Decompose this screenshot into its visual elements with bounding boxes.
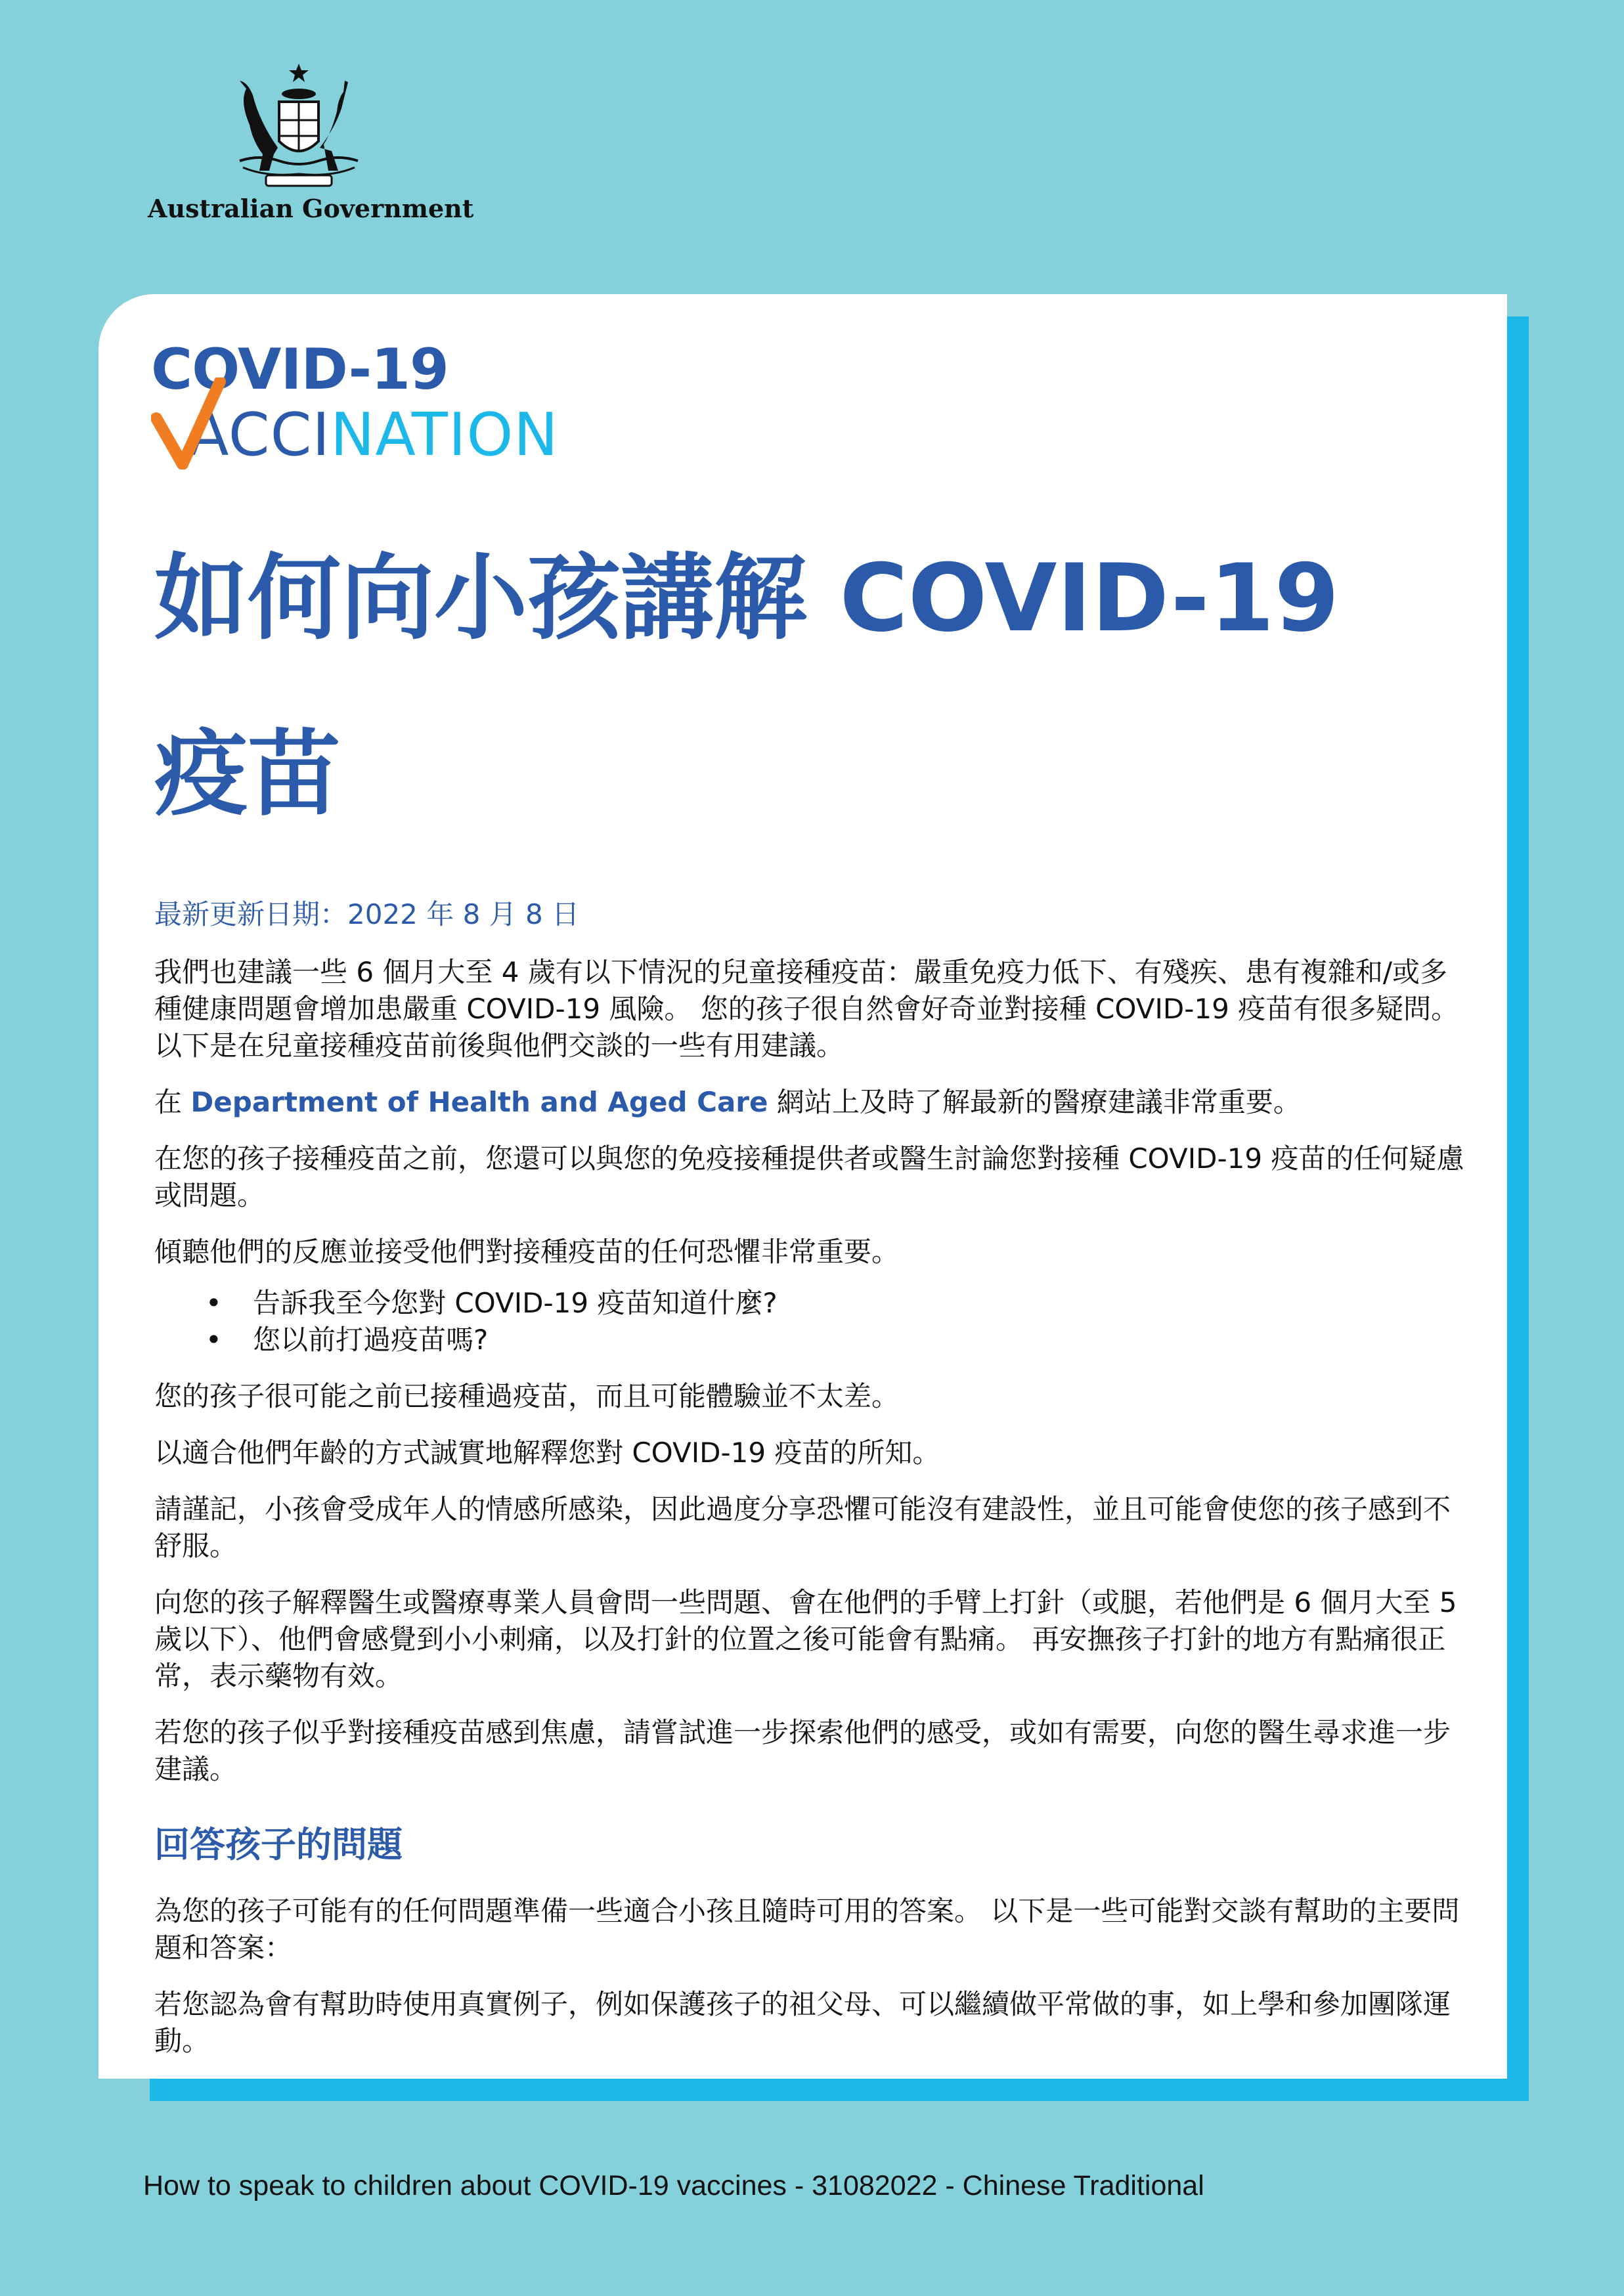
paragraph-listen: 傾聽他們的反應並接受他們對接種疫苗的任何恐懼非常重要。 bbox=[154, 1236, 900, 1268]
question-list bbox=[154, 1285, 1474, 1358]
brand-line2-suffix: NATION bbox=[330, 401, 559, 469]
paragraph-prepare-answers: 為您的孩子可能有的任何問題準備一些適合小孩且隨時可用的答案。 以下是一些可能對交談有幫助的主要問題和答案： bbox=[154, 1895, 1460, 1964]
content-card bbox=[99, 294, 1507, 2079]
page-title bbox=[154, 511, 1468, 863]
covid-vaccination-logo bbox=[151, 337, 624, 499]
paragraph-explain-honestly: 以適合他們年齡的方式誠實地解釋您對 COVID-19 疫苗的所知。 bbox=[154, 1437, 940, 1469]
health-advice-suffix: 網站上及時了解最新的醫療建議非常重要。 bbox=[768, 1086, 1301, 1118]
paragraph-intro: 我們也建議一些 6 個月大至 4 歲有以下情況的兒童接種疫苗：嚴重免疫力低下、有殘疾、患有複雜和/或多種健康問題會增加患嚴重 COVID-19 風險。 您的孩子很自然會好奇並對接種 COVID-19 疫苗有很多疑問。以下是在兒童接種疫苗前後與他們交談的一些有用建議。 bbox=[154, 956, 1459, 1062]
coat-of-arms-icon bbox=[213, 62, 384, 194]
paragraph-health-advice bbox=[154, 1084, 1474, 1121]
title-line2: 疫苗 bbox=[154, 720, 341, 829]
brand-line2-prefix: ACCI bbox=[188, 401, 331, 469]
checkmark-icon bbox=[151, 378, 227, 469]
list-item: • 告訴我至今您對 COVID-19 疫苗知道什麼? bbox=[154, 1285, 1474, 1322]
title-line1: 如何向小孩講解 COVID-19 bbox=[154, 544, 1340, 653]
australian-government-logo bbox=[148, 62, 474, 233]
last-updated: 最新更新日期：2022 年 8 月 8 日 bbox=[154, 898, 580, 930]
list-item: • 您以前打過疫苗嗎? bbox=[154, 1322, 1474, 1358]
footer-text: How to speak to children about COVID-19 vaccines - 31082022 - Chinese Traditional bbox=[143, 2170, 1204, 2201]
department-link[interactable]: Department of Health and Aged Care bbox=[190, 1086, 768, 1118]
brand-line1: COVID-19 bbox=[151, 337, 449, 402]
health-advice-prefix: 在 bbox=[154, 1086, 191, 1118]
main-content bbox=[154, 895, 1474, 2079]
paragraph-explain-process: 向您的孩子解釋醫生或醫療專業人員會問一些問題、會在他們的手臂上打針（或腿，若他們是 6 個月大至 5 歲以下）、他們會感覺到小小刺痛，以及打針的位置之後可能會有點痛。 再安撫孩子打針的地方有點痛很正常，表示藥物有效。 bbox=[154, 1586, 1457, 1692]
paragraph-discuss-concerns: 在您的孩子接種疫苗之前，您還可以與您的免疫接種提供者或醫生討論您對接種 COVID-19 疫苗的任何疑慮或問題。 bbox=[154, 1142, 1464, 1211]
paragraph-emotions: 請謹記，小孩會受成年人的情感所感染，因此過度分享恐懼可能沒有建設性，並且可能會使您的孩子感到不舒服。 bbox=[154, 1493, 1451, 1562]
government-name: Australian Government bbox=[148, 194, 474, 223]
paragraph-real-examples: 若您認為會有幫助時使用真實例子，例如保護孩子的祖父母、可以繼續做平常做的事，如上學和參加團隊運動。 bbox=[154, 1988, 1451, 2057]
paragraph-anxiety: 若您的孩子似乎對接種疫苗感到焦慮，請嘗試進一步探索他們的感受，或如有需要，向您的醫生尋求進一步建議。 bbox=[154, 1716, 1451, 1785]
paragraph-previous-vaccines: 您的孩子很可能之前已接種過疫苗，而且可能體驗並不太差。 bbox=[154, 1380, 900, 1412]
section-heading: 回答孩子的問題 bbox=[154, 1824, 403, 1865]
